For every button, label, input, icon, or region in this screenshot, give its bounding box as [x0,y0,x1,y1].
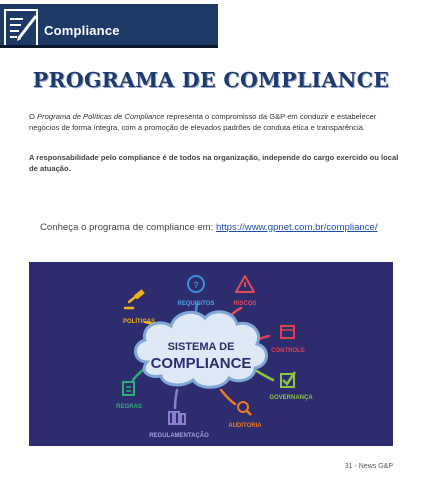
politicas-node [123,289,155,325]
auditoria-node [228,402,262,429]
arrow-governanca [255,370,273,380]
label-auditoria: AUDITORIA [228,423,262,429]
arrow-auditoria [221,390,235,404]
page-title: PROGRAMA DE COMPLIANCE [32,68,390,92]
regras-node [116,382,142,410]
magnifier-icon [238,402,248,412]
cloud-title-line2: COMPLIANCE [150,355,252,372]
intro-prefix: O [29,112,38,121]
label-requisitos: REQUISITOS [177,301,215,307]
svg-text:?: ? [193,280,199,290]
label-governanca: GOVERNANÇA [269,395,313,401]
rules-icon [123,382,134,395]
cloud-title-line1: SISTEMA DE [167,341,235,353]
label-regulamentacao: REGULAMENTAÇÃO [149,433,209,439]
compliance-diagram [29,262,393,446]
label-controle: CONTROLE [271,348,305,354]
intro-suffix: representa o compromisso da G&P em conduzir e estabelecer negócios de forma íntegra, com a promoção de elevados padrões de conduta ética e transparência. [29,112,377,132]
arrow-regulamentacao [175,390,177,408]
page-footer: 31 - News G&P [344,463,393,470]
label-politicas: POLÍTICAS [122,319,156,325]
section-title: Compliance [44,23,120,38]
riscos-node [233,276,256,307]
label-riscos: RISCOS [233,301,257,307]
calendar-icon [281,326,294,338]
books-icon [169,412,185,424]
edit-document-icon [3,8,39,48]
intro-paragraph [29,112,399,133]
regulamentacao-node [149,412,209,439]
requisitos-node [178,276,215,307]
compliance-link[interactable]: https://www.gpnet.com.br/compliance/ [215,222,378,233]
program-link-text: Conheça o programa de compliance em: [40,222,216,233]
gavel-icon [125,289,145,308]
section-banner [0,4,218,48]
program-link-line [40,222,378,233]
responsibility-paragraph: A responsabilidade pelo compliance é de todos na organização, independe do cargo exercido ou local de atuação. [29,153,399,173]
controle-node [271,326,305,354]
label-regras: REGRAS [116,404,142,410]
program-name: Programa de Políticas de Compliance [37,112,165,121]
governanca-node [269,372,313,401]
